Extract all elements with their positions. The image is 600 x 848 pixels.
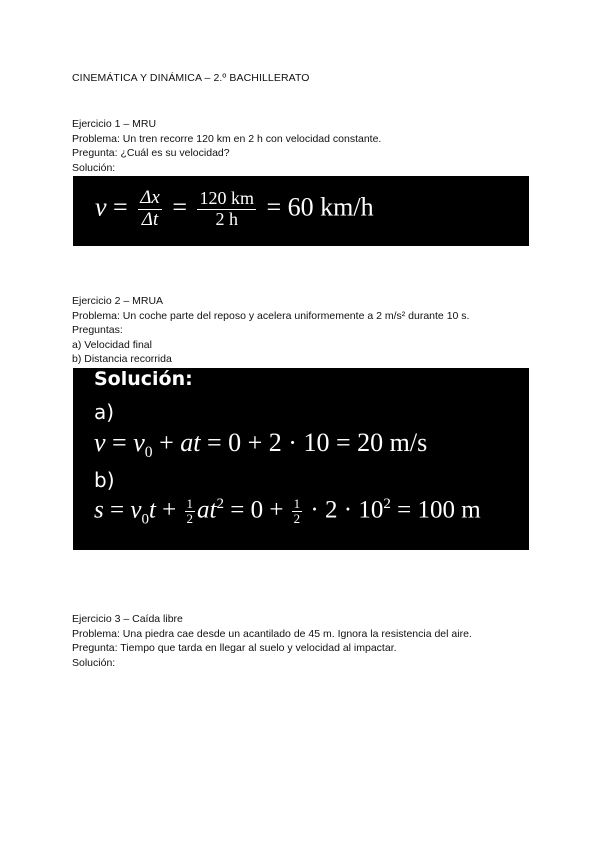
exercise-2-formula-b: $s = v_0t$ + $\frac{1}{2}$ $at^2 = 0$ + $\frac{1}{2}$ · $2 \cdot 10^2 = 100$ m [94,495,481,528]
formula-a-lhs: v [94,428,106,457]
formula-b-result: 100 m [417,496,481,524]
exercise-2-solution-heading: Solución: [94,368,193,390]
exercise-3-solution-label: Solución: [72,656,116,669]
exercise-2-part-a-label: a) [94,400,115,424]
formula-a-calculation: 0 + 2 · 10 [228,428,330,457]
exercise-1-question: Pregunta: ¿Cuál es su velocidad? [72,147,230,159]
fraction-values-numerator: 120 km [199,188,254,209]
exercise-2-heading: Ejercicio 2 – MRUA [72,295,164,307]
exercise-2 [72,294,532,367]
exercise-1-problem: Problema: Un tren recorre 120 km en 2 h con velocidad constante. [72,132,382,145]
formula-fraction-values [197,189,256,230]
exercise-2-part-b-label: b) [94,468,115,492]
formula-velocity-symbol: v [95,192,107,222]
exercise-2-questions-label: Preguntas: [72,324,123,336]
exercise-1-formula: v = $\frac{\Delta x}{\Delta t}$ = $\frac{120 km}{2 h}$ = 60 km/h [95,187,374,230]
exercise-1-solution-label: Solución: [72,161,116,174]
exercise-3-heading: Ejercicio 3 – Caída libre [72,613,183,625]
exercise-3 [72,612,532,670]
exercise-1-formula-image [73,176,529,246]
page-title: CINEMÁTICA Y DINÁMICA – 2.º BACHILLERATO [72,72,310,84]
exercise-3-problem: Problema: Una piedra cae desde un acantilado de 45 m. Ignora la resistencia del aire. [72,627,472,640]
formula-result: 60 km/h [287,192,374,222]
formula-a-term: at [180,428,201,457]
formula-a-result: 20 m/s [357,428,428,457]
exercise-2-question-a: a) Velocidad final [72,338,152,351]
fraction-delta-denominator: Δt [141,208,159,230]
exercise-2-solution-image [73,368,529,550]
exercise-2-question-b: b) Distancia recorrida [72,353,172,365]
exercise-2-problem: Problema: Un coche parte del reposo y acelera uniformemente a 2 m/s² durante 10 s. [72,309,470,322]
fraction-values-denominator: 2 h [215,208,238,229]
exercise-2-formula-a: $v = v_0$ + at = 0 + 2 · 10 = 20 m/s [94,428,428,462]
formula-a-subscript: 0 [144,444,153,462]
formula-b-lhs: s [94,496,104,524]
fraction-delta-numerator: Δx [140,187,160,208]
formula-a-initial-velocity: v [133,428,145,457]
formula-b-calculation: · 2 · 10 [310,496,384,524]
exercise-1 [72,117,532,175]
exercise-1-heading: Ejercicio 1 – MRU [72,118,157,130]
formula-fraction-delta [138,188,162,231]
exercise-3-question: Pregunta: Tiempo que tarda en llegar al suelo y velocidad al impactar. [72,642,397,654]
